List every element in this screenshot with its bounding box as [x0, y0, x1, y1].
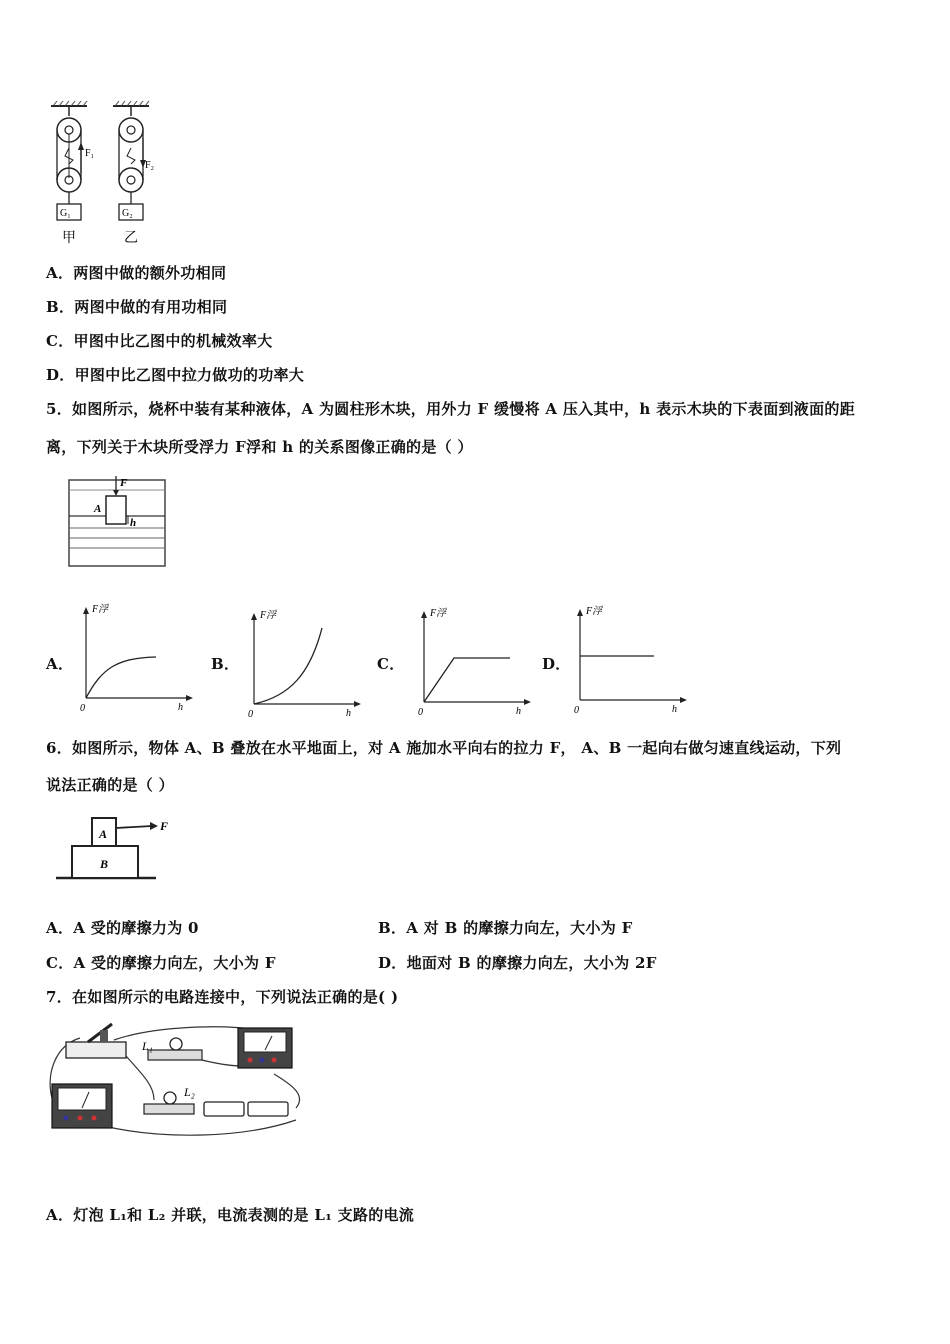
graph-d-y-label: F浮 — [586, 606, 603, 617]
stacked-blocks-figure — [52, 810, 182, 886]
graph-a — [72, 598, 202, 716]
force-label: F — [160, 819, 169, 833]
q7-stem: 7．在如图所示的电路连接中，下列说法正确的是( ) — [46, 988, 399, 1006]
graph-a-x-label: h — [178, 702, 183, 713]
g2-label: G₂ — [122, 208, 133, 219]
q6-option-b: B．A 对 B 的摩擦力向左，大小为 F — [378, 919, 633, 937]
g1-label: G₁ — [60, 208, 71, 219]
q6-stem-line1: 6．如图所示，物体 A、B 叠放在水平地面上，对 A 施加水平向右的拉力 F， A、B 一起向右做匀速直线运动，下列 — [46, 739, 842, 757]
q5-stem-line2: 离，下列关于木块所受浮力 F浮和 h 的关系图像正确的是（ ） — [46, 438, 473, 456]
q4-option-d: D．甲图中比乙图中拉力做功的功率大 — [46, 366, 305, 384]
q4-option-b: B．两图中做的有用功相同 — [46, 298, 228, 316]
block-a-label: A — [94, 503, 102, 515]
graph-d-origin: 0 — [574, 705, 579, 716]
f2-label: F₂ — [145, 160, 155, 171]
circuit-figure — [44, 1016, 314, 1140]
graph-b-x-label: h — [346, 708, 351, 719]
f1-label: F₁ — [85, 148, 95, 159]
q6-option-c: C．A 受的摩擦力向左，大小为 F — [46, 954, 276, 972]
pulley-figure — [45, 98, 165, 248]
lamp-l1-label: L₁ — [142, 1039, 153, 1053]
graph-c-x-label: h — [516, 706, 521, 717]
yi-label: 乙 — [124, 231, 138, 246]
graph-d-x-label: h — [672, 704, 677, 715]
graph-d — [566, 600, 696, 718]
graph-b — [240, 604, 370, 722]
q6-option-d: D．地面对 B 的摩擦力向左，大小为 2F — [378, 954, 657, 972]
depth-h-label: h — [130, 517, 137, 529]
force-f-label: F — [120, 477, 128, 489]
q5-option-b-key: B． — [211, 655, 240, 673]
q5-option-c-key: C． — [377, 655, 405, 673]
graph-c-origin: 0 — [418, 707, 423, 718]
jia-label: 甲 — [62, 231, 76, 246]
q5-option-a-key: A． — [46, 655, 74, 673]
q5-stem-line1: 5．如图所示，烧杯中装有某种液体，A 为圆柱形木块，用外力 F 缓慢将 A 压入其中，h 表示木块的下表面到液面的距 — [46, 400, 856, 418]
block-b-label: B — [100, 857, 109, 871]
q4-option-c: C．甲图中比乙图中的机械效率大 — [46, 332, 273, 350]
graph-b-origin: 0 — [248, 709, 253, 720]
lamp-l2-label: L₂ — [184, 1085, 195, 1099]
q6-stem-line2: 说法正确的是（ ） — [46, 776, 174, 794]
q7-option-a: A．灯泡 L₁和 L₂ 并联，电流表测的是 L₁ 支路的电流 — [46, 1206, 415, 1224]
q4-option-a: A．两图中做的额外功相同 — [46, 264, 227, 282]
graph-a-y-label: F浮 — [92, 604, 109, 615]
graph-c-y-label: F浮 — [430, 608, 447, 619]
q5-option-d-key: D． — [542, 655, 571, 673]
graph-c — [410, 602, 540, 720]
q6-option-a: A．A 受的摩擦力为 0 — [46, 919, 199, 937]
beaker-figure — [68, 472, 168, 568]
graph-a-origin: 0 — [80, 703, 85, 714]
block-a-label: A — [99, 827, 108, 841]
graph-b-y-label: F浮 — [260, 610, 277, 621]
